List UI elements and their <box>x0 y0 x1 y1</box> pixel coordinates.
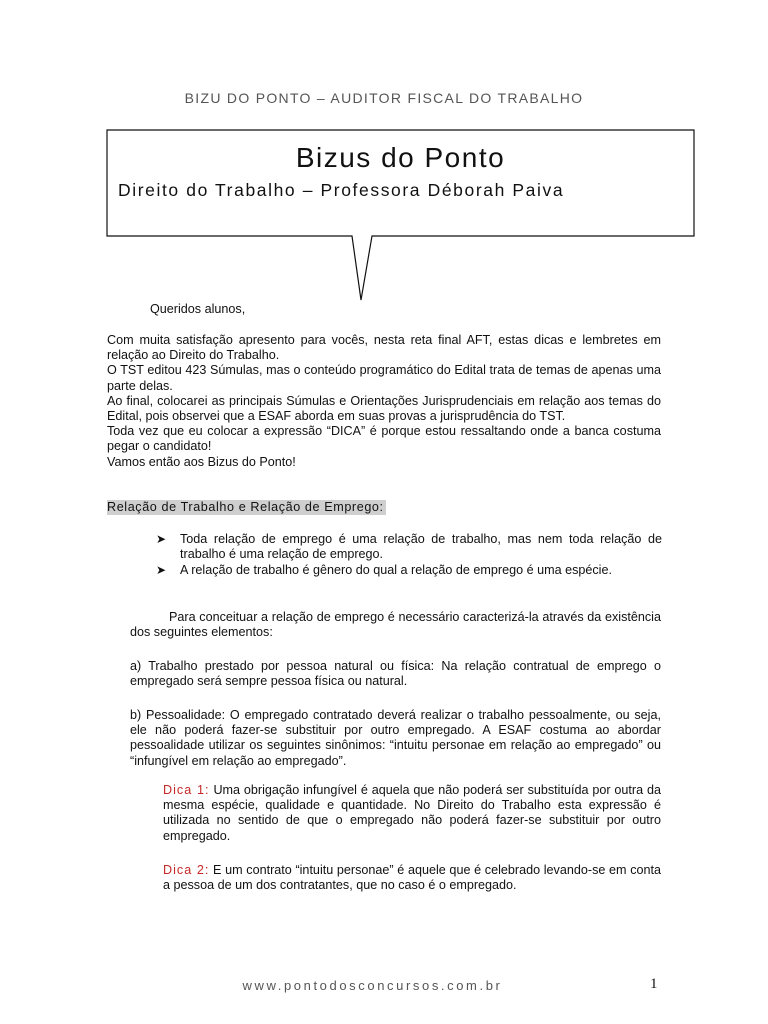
intro-paragraph: O TST editou 423 Súmulas, mas o conteúdo programático do Edital trata de temas de apenas uma parte delas. <box>107 363 661 393</box>
intro-block <box>107 333 661 470</box>
footer-url: www.pontodosconcursos.com.br <box>242 978 503 993</box>
dica-2-text: E um contrato “intuitu personae” é aquele que é celebrado levando-se em conta a pessoa de um dos contratantes, que no caso é o empregado. <box>163 863 662 893</box>
document-subtitle: Direito do Trabalho – Professora Déborah Paiva <box>118 180 565 200</box>
dica-2-note <box>163 863 661 893</box>
bullet-text: Toda relação de emprego é uma relação de trabalho, mas nem toda relação de trabalho é uma relação de emprego. <box>180 532 662 562</box>
document-title: Bizus do Ponto <box>295 142 506 173</box>
dica-1-text: Uma obrigação infungível é aquela que não poderá ser substituída por outra da mesma espécie, qualidade e quantidade. No Direito do Trabalho esta expressão é utilizada no sentido de que o empregado não poderá fazer-se substituir por outro empregado. <box>163 783 661 843</box>
element-a-paragraph: a) Trabalho prestado por pessoa natural ou física: Na relação contratual de emprego o empregado será sempre pessoa física ou natural. <box>130 659 661 689</box>
intro-paragraph: Vamos então aos Bizus do Ponto! <box>107 454 296 469</box>
running-header: BIZU DO PONTO – AUDITOR FISCAL DO TRABALHO <box>184 90 584 106</box>
dica-1-label: Dica 1: <box>163 783 210 797</box>
bullet-list <box>156 532 662 579</box>
bullet-text: A relação de trabalho é gênero do qual a relação de emprego é uma espécie. <box>180 563 612 578</box>
intro-paragraph: Com muita satisfação apresento para vocês, nesta reta final AFT, estas dicas e lembretes em relação ao Direito do Trabalho. <box>107 333 661 363</box>
element-b-paragraph: b) Pessoalidade: O empregado contratado deverá realizar o trabalho pessoalmente, ou seja, ele não poderá fazer-se substituir por outro empregado. A ESAF costuma ao abordar pessoalidade utilizar os seguintes sinônimos: “intuitu personae em relação ao empregado” ou “infungível em relação ao empregado”. <box>130 708 661 768</box>
list-item <box>156 532 662 562</box>
list-item <box>156 563 662 578</box>
dica-1-note <box>163 783 661 844</box>
page-number: 1 <box>650 976 658 992</box>
concept-paragraph: Para conceituar a relação de emprego é necessário caracterizá-la através da existência dos seguintes elementos: <box>130 610 661 640</box>
intro-paragraph: Toda vez que eu colocar a expressão “DICA” é porque estou ressaltando onde a banca costuma pegar o candidato! <box>107 424 661 454</box>
greeting: Queridos alunos, <box>150 302 246 316</box>
arrowhead-bullet-icon: ➤ <box>156 563 167 578</box>
dica-2-label: Dica 2: <box>163 863 210 877</box>
intro-paragraph: Ao final, colocarei as principais Súmulas e Orientações Jurisprudenciais em relação aos temas do Edital, pois observei que a ESAF aborda em suas provas a jurisprudência do TST. <box>107 393 661 424</box>
section-heading: Relação de Trabalho e Relação de Emprego: <box>107 500 384 514</box>
arrowhead-bullet-icon: ➤ <box>156 532 167 546</box>
